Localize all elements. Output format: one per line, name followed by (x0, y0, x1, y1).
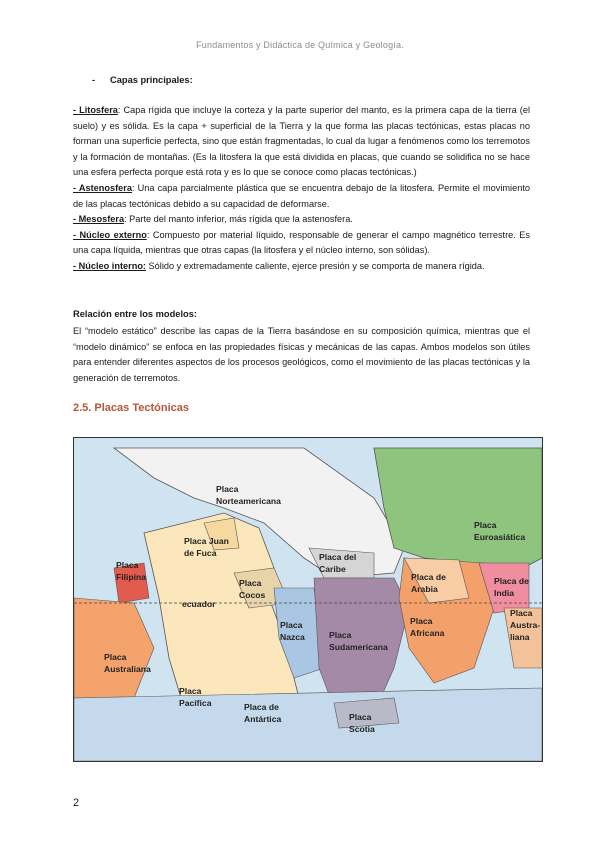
main-layers-heading (92, 75, 193, 85)
label-filipina-2: Filipina (116, 572, 147, 582)
label-euroasiatica-2: Euroasiática (474, 532, 526, 542)
label-euroasiatica-1: Placa (474, 520, 497, 530)
label-scotia-1: Placa (349, 712, 372, 722)
layer-item (73, 181, 530, 212)
page-number: 2 (73, 797, 80, 809)
section-heading: 2.5. Placas Tectónicas (73, 402, 189, 414)
label-arabia-2: Arabia (411, 584, 438, 594)
label-ecuador: ecuador (182, 599, 216, 609)
label-pacifica-1: Placa (179, 686, 202, 696)
bullet-dash: - (92, 75, 96, 85)
label-filipina-1: Placa (116, 560, 139, 570)
layer-text: : Una capa parcialmente plástica que se encuentra debajo de la litosfera. Permite el movimiento de las placas tectónicas debido a su capacidad de deformarse. (73, 182, 530, 209)
label-norteamericana-1: Placa (216, 484, 239, 494)
label-australiana-east-2: Austra- (510, 620, 541, 630)
relation-title: Relación entre los modelos: (73, 309, 197, 319)
relation-paragraph (73, 324, 530, 386)
layer-text: Sólido y extremadamente caliente, ejerce presión y se comporta de manera rígida. (146, 260, 485, 271)
label-juan-de-fuca-1: Placa Juan (184, 536, 229, 546)
label-cocos-2: Cocos (239, 590, 266, 600)
label-antartica-1: Placa de (244, 702, 279, 712)
main-layers-title: Capas principales: (110, 75, 193, 85)
layer-text: : Capa rígida que incluye la corteza y la parte superior del manto, es la primera capa de la tierra (el suelo) y es sólida. Es la capa + superficial de la Tierra y la que forma las placas tectónicas, estas placas no forman una superficie perfecta, sino que están fragmentadas, lo cual da lugar a fenómenos como los terremotos y la formación de montañas. (Es la litosfera la que está dividida en placas, que cuando se solidifica no se hace una esfera perfecta porque está rota y es lo que se conoce como placas tectónicas.) (73, 105, 530, 178)
running-header: Fundamentos y Didáctica de Química y Geología. (196, 40, 404, 50)
label-australiana-1: Placa (104, 652, 127, 662)
label-india-1: Placa de (494, 576, 529, 586)
tectonic-plates-map (73, 437, 543, 762)
label-australiana-east-3: liana (510, 632, 530, 642)
label-africana-1: Placa (410, 616, 433, 626)
layer-term: - Astenosfera (73, 182, 132, 193)
plate-antartica (74, 688, 542, 761)
label-juan-de-fuca-2: de Fuca (184, 548, 217, 558)
layer-text: : Compuesto por material líquido, responsable de generar el campo magnético terrestre. Es una capa líquida, mientras que otras capas (la litosfera y el núcleo interno, son sólidas). (73, 229, 531, 256)
label-antartica-2: Antártica (244, 714, 282, 724)
label-pacifica-2: Pacífica (179, 698, 212, 708)
label-nazca-2: Nazca (280, 632, 305, 642)
layers-list (73, 103, 530, 275)
layer-term: - Mesosfera (73, 214, 125, 225)
label-australiana-east-1: Placa (510, 608, 533, 618)
label-nazca-1: Placa (280, 620, 303, 630)
label-africana-2: Africana (410, 628, 445, 638)
relation-text: El “modelo estático” describe las capas de la Tierra basándose en su composición química, mientras que el “modelo dinámico” se enfoca en las propiedades físicas y mecánicas de las capas. Ambos modelos son útiles para entender diferentes aspectos de los procesos geológicos, como el movimiento de las placas tectónicas y la generación de terremotos. (73, 326, 530, 383)
layer-item (73, 212, 530, 228)
label-norteamericana-2: Norteamericana (216, 496, 281, 506)
layer-item (73, 228, 530, 259)
layer-term: - Núcleo interno: (73, 260, 146, 271)
label-arabia-1: Placa de (411, 572, 446, 582)
label-sudamericana-2: Sudamericana (329, 642, 388, 652)
label-caribe-1: Placa del (319, 552, 357, 562)
layer-term: - Núcleo externo (73, 229, 147, 240)
layer-text: : Parte del manto inferior, más rígida que la astenosfera. (124, 214, 353, 225)
layer-item (73, 259, 530, 275)
label-australiana-2: Australiana (104, 664, 151, 674)
layer-item (73, 103, 530, 181)
label-india-2: India (494, 588, 515, 598)
label-sudamericana-1: Placa (329, 630, 352, 640)
map-svg (74, 438, 542, 761)
label-caribe-2: Caribe (319, 564, 346, 574)
label-cocos-1: Placa (239, 578, 262, 588)
label-scotia-2: Scotia (349, 724, 375, 734)
layer-term: - Litosfera (73, 105, 118, 115)
